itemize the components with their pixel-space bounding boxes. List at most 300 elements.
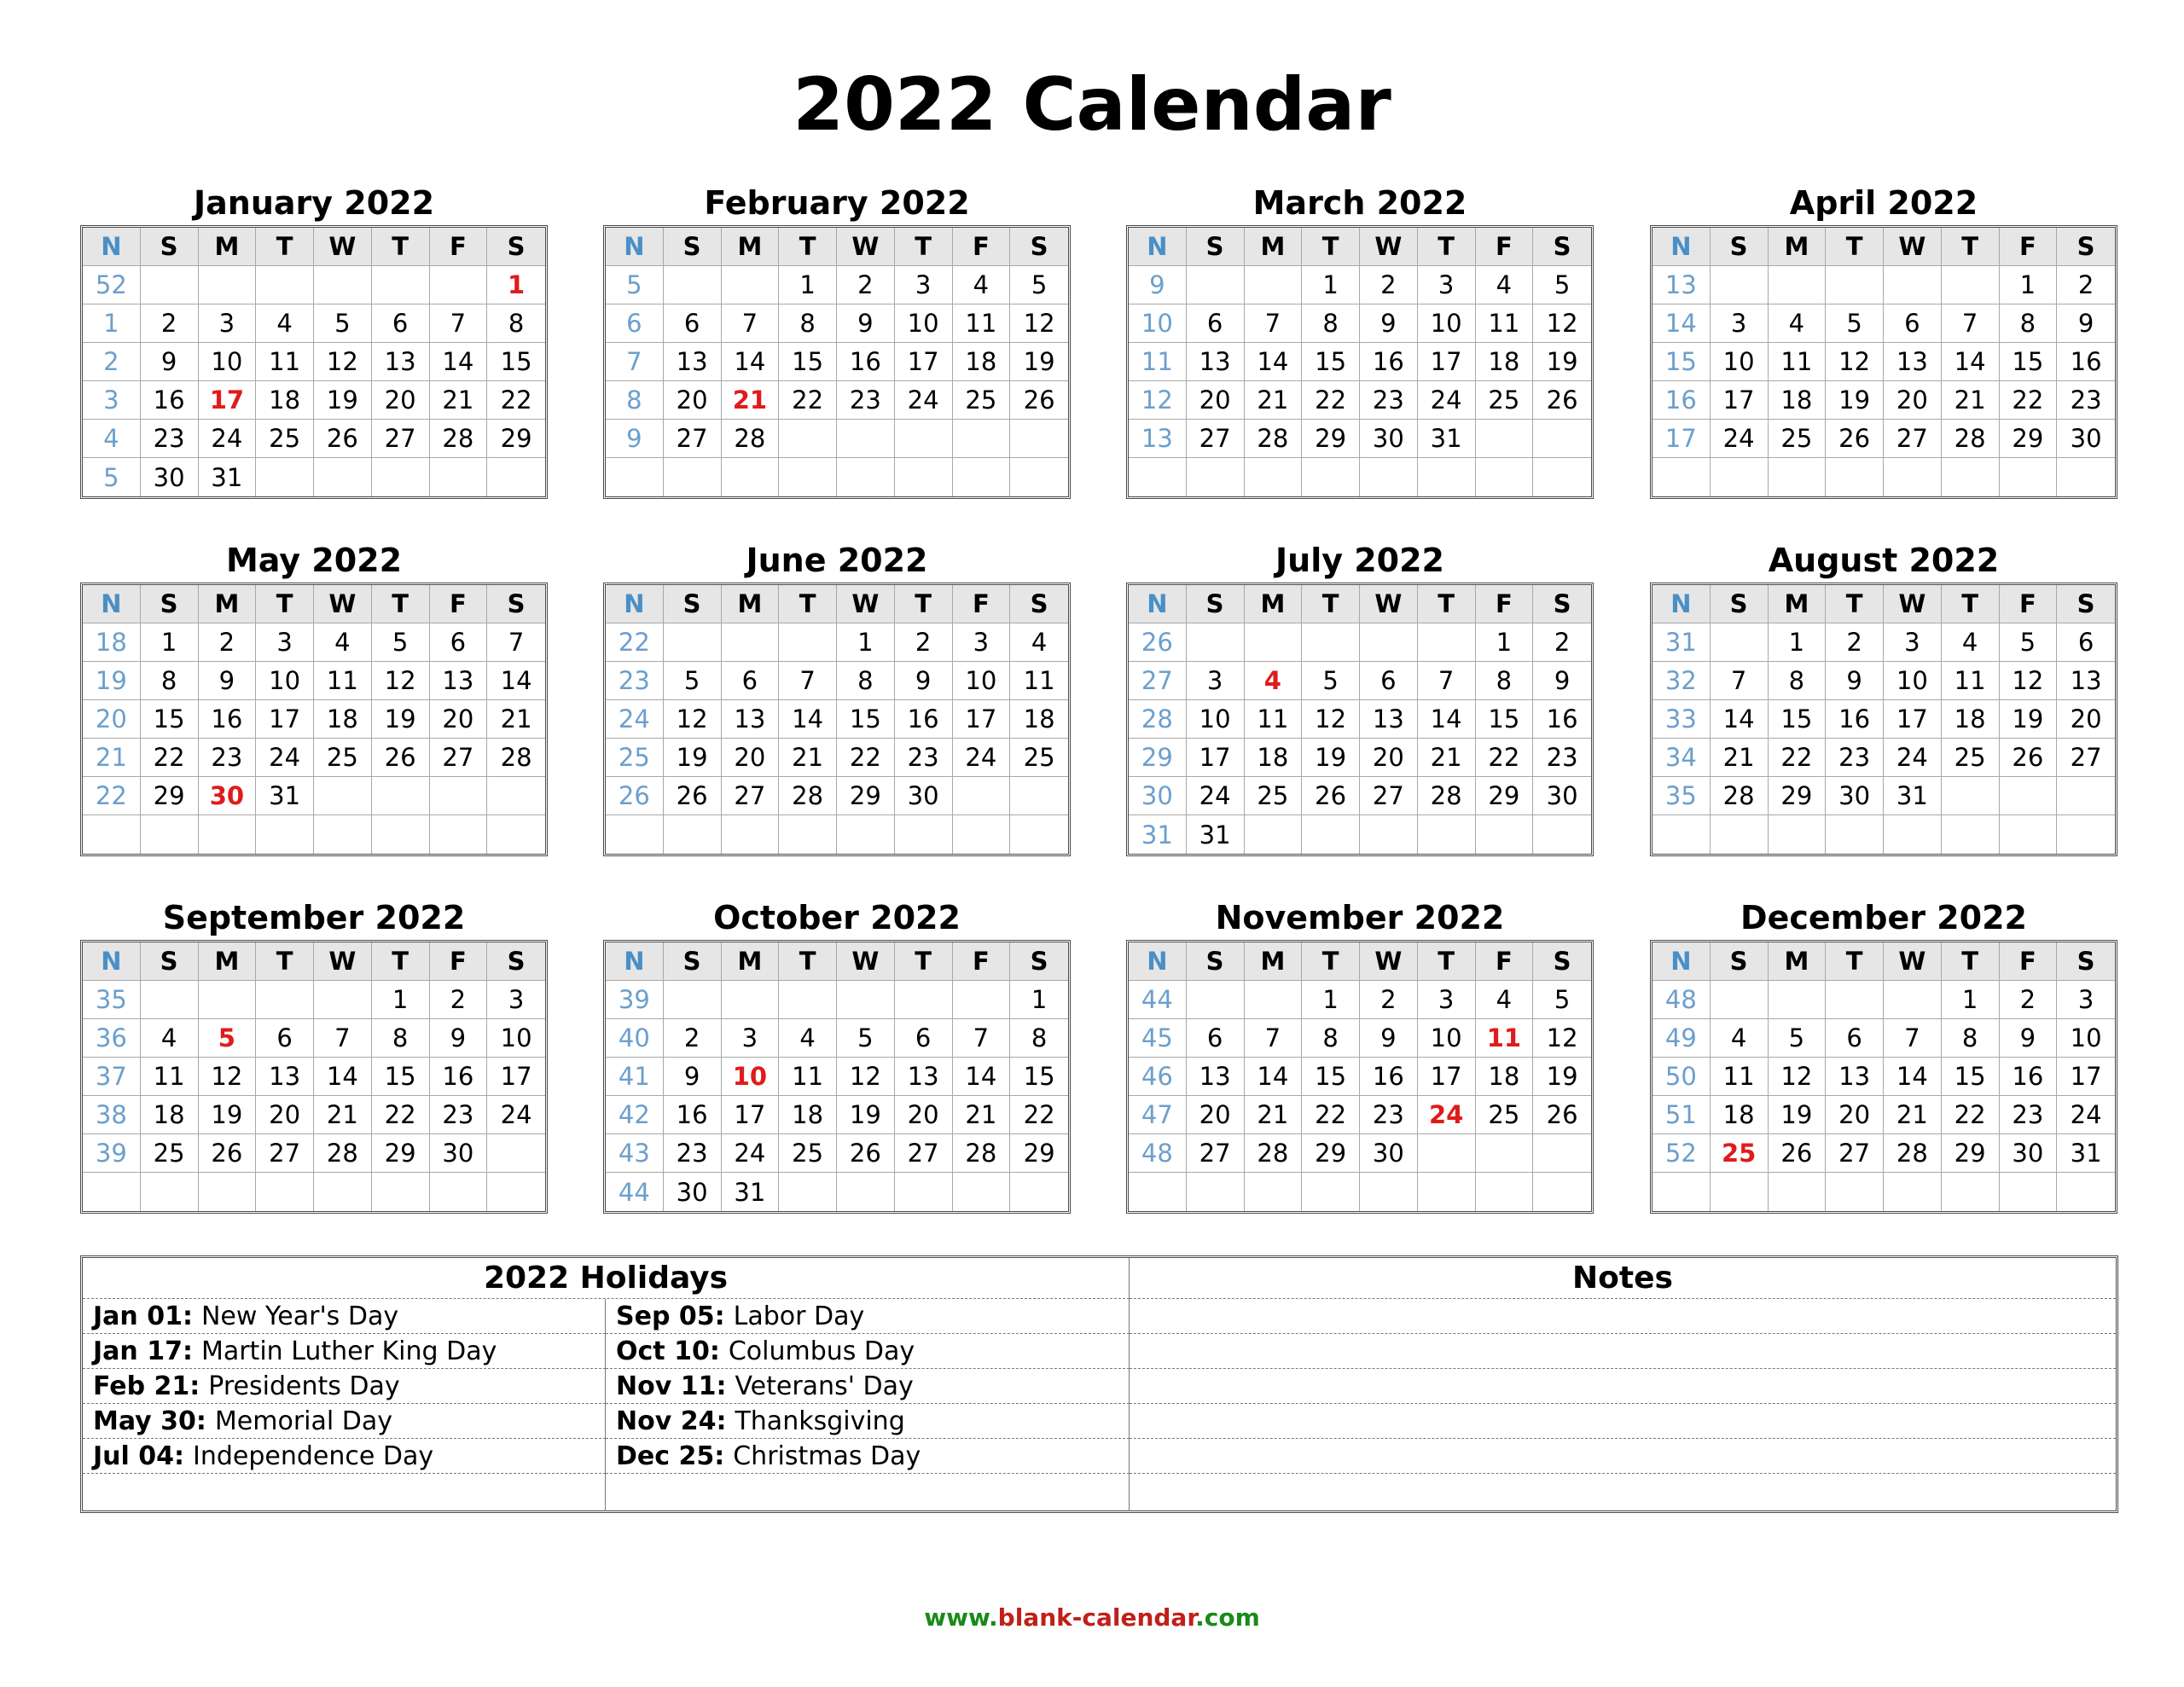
empty-day-cell — [895, 981, 953, 1019]
day-cell: 4 — [1010, 623, 1068, 662]
weekday-header: W — [1884, 228, 1942, 266]
weekday-header: F — [430, 942, 488, 981]
week-number: 20 — [83, 700, 141, 739]
weekday-header: S — [1010, 942, 1068, 981]
day-cell: 28 — [1245, 1134, 1303, 1173]
day-cell: 21 — [779, 739, 837, 777]
empty-day-cell — [1942, 777, 2000, 815]
day-cell: 8 — [837, 662, 895, 700]
day-cell: 20 — [664, 381, 722, 420]
weekday-header: S — [1711, 942, 1769, 981]
week-number: 45 — [1129, 1019, 1187, 1058]
day-cell: 1 — [487, 266, 545, 304]
empty-day-cell — [2000, 815, 2058, 854]
holiday-empty-row — [83, 1474, 606, 1511]
month-title: August 2022 — [1768, 542, 2000, 579]
week-number: 35 — [83, 981, 141, 1019]
day-cell: 24 — [256, 739, 314, 777]
weekday-header: W — [1884, 585, 1942, 623]
weekday-header: S — [2057, 228, 2115, 266]
holiday-name: Christmas Day — [733, 1441, 921, 1471]
empty-day-cell — [1476, 420, 1534, 458]
day-cell: 20 — [256, 1096, 314, 1134]
weekday-header: S — [141, 942, 199, 981]
weekday-header: M — [1769, 228, 1827, 266]
day-cell: 28 — [314, 1134, 372, 1173]
week-number-header: N — [606, 942, 664, 981]
notes-line[interactable] — [1130, 1299, 2116, 1334]
month-title: February 2022 — [704, 184, 970, 222]
empty-day-cell — [837, 1173, 895, 1211]
weekday-header: M — [199, 585, 257, 623]
day-cell: 6 — [895, 1019, 953, 1058]
week-number: 14 — [1653, 304, 1711, 343]
day-cell: 17 — [1418, 1058, 1476, 1096]
holiday-date: Dec 25: — [616, 1441, 725, 1471]
weekday-header: S — [141, 228, 199, 266]
day-cell: 8 — [1769, 662, 1827, 700]
week-number-header: N — [83, 585, 141, 623]
empty-day-cell — [1010, 815, 1068, 854]
day-cell: 27 — [1884, 420, 1942, 458]
empty-day-cell — [1302, 815, 1360, 854]
weekday-header: F — [2000, 585, 2058, 623]
day-cell: 25 — [1769, 420, 1827, 458]
empty-day-cell — [1360, 1173, 1418, 1211]
weekday-header: T — [1942, 585, 2000, 623]
weekday-header: S — [487, 585, 545, 623]
holidays-title: 2022 Holidays — [83, 1258, 1130, 1299]
empty-day-cell — [1533, 458, 1591, 496]
day-cell: 6 — [256, 1019, 314, 1058]
day-cell: 30 — [141, 458, 199, 496]
empty-day-cell — [487, 815, 545, 854]
day-cell: 29 — [1942, 1134, 2000, 1173]
empty-day-cell — [1418, 815, 1476, 854]
day-cell: 16 — [2057, 343, 2115, 381]
website-footer[interactable] — [0, 1603, 2184, 1632]
weekday-header: M — [722, 585, 780, 623]
day-cell: 10 — [199, 343, 257, 381]
empty-day-cell — [256, 981, 314, 1019]
day-cell: 15 — [1769, 700, 1827, 739]
weekday-header: W — [837, 942, 895, 981]
notes-line[interactable] — [1130, 1334, 2116, 1369]
empty-day-cell — [1711, 1173, 1769, 1211]
day-cell: 14 — [314, 1058, 372, 1096]
day-cell: 27 — [895, 1134, 953, 1173]
week-number: 39 — [83, 1134, 141, 1173]
weekday-header: T — [779, 228, 837, 266]
day-cell: 4 — [953, 266, 1011, 304]
day-cell: 8 — [141, 662, 199, 700]
holidays-notes-table — [80, 1255, 2118, 1513]
holiday-name: Martin Luther King Day — [200, 1336, 497, 1366]
empty-day-cell — [1769, 266, 1827, 304]
empty-day-cell — [779, 420, 837, 458]
day-cell: 11 — [141, 1058, 199, 1096]
day-cell: 28 — [1884, 1134, 1942, 1173]
weekday-header: M — [722, 228, 780, 266]
empty-day-cell — [314, 777, 372, 815]
week-number: 17 — [1653, 420, 1711, 458]
empty-day-cell — [2057, 1173, 2115, 1211]
day-cell: 1 — [1769, 623, 1827, 662]
empty-day-cell — [837, 981, 895, 1019]
day-cell: 14 — [953, 1058, 1011, 1096]
week-number: 9 — [1129, 266, 1187, 304]
holiday-date: May 30: — [93, 1406, 206, 1436]
day-cell: 16 — [664, 1096, 722, 1134]
footer-domain: blank-calendar — [997, 1603, 1196, 1632]
weekday-header: S — [141, 585, 199, 623]
week-number-header: N — [1129, 585, 1187, 623]
day-cell: 2 — [141, 304, 199, 343]
month-title: September 2022 — [162, 899, 466, 936]
month-title: October 2022 — [713, 899, 961, 936]
day-cell: 29 — [837, 777, 895, 815]
weekday-header: F — [1476, 228, 1534, 266]
day-cell: 13 — [372, 343, 430, 381]
day-cell: 1 — [837, 623, 895, 662]
day-cell: 23 — [664, 1134, 722, 1173]
day-cell: 9 — [664, 1058, 722, 1096]
weekday-header: M — [1245, 942, 1303, 981]
day-cell: 28 — [1711, 777, 1769, 815]
holiday-entry — [606, 1439, 1130, 1474]
empty-day-cell — [1418, 458, 1476, 496]
month-calendar — [603, 896, 1071, 1214]
day-cell: 26 — [372, 739, 430, 777]
empty-day-cell — [1769, 981, 1827, 1019]
day-cell: 16 — [430, 1058, 488, 1096]
weekday-header: W — [837, 228, 895, 266]
day-cell: 19 — [2000, 700, 2058, 739]
weekday-header: S — [664, 228, 722, 266]
day-cell: 9 — [837, 304, 895, 343]
day-cell: 7 — [487, 623, 545, 662]
week-number: 22 — [606, 623, 664, 662]
month-grid — [1126, 940, 1594, 1214]
weekday-header: M — [199, 942, 257, 981]
empty-day-cell — [1187, 623, 1245, 662]
day-cell: 15 — [141, 700, 199, 739]
day-cell: 2 — [1826, 623, 1884, 662]
day-cell: 14 — [1711, 700, 1769, 739]
weekday-header: M — [722, 942, 780, 981]
empty-day-cell — [1942, 1173, 2000, 1211]
empty-day-cell — [779, 981, 837, 1019]
day-cell: 21 — [1245, 1096, 1303, 1134]
day-cell: 19 — [1533, 343, 1591, 381]
day-cell: 5 — [1302, 662, 1360, 700]
weekday-header: S — [1533, 585, 1591, 623]
day-cell: 29 — [1010, 1134, 1068, 1173]
day-cell: 16 — [141, 381, 199, 420]
month-calendar — [80, 181, 548, 499]
weekday-header: T — [256, 228, 314, 266]
day-cell: 12 — [372, 662, 430, 700]
empty-day-cell — [1884, 981, 1942, 1019]
day-cell: 22 — [1476, 739, 1534, 777]
day-cell: 22 — [1302, 1096, 1360, 1134]
empty-day-cell — [372, 1173, 430, 1211]
day-cell: 24 — [722, 1134, 780, 1173]
day-cell: 2 — [1533, 623, 1591, 662]
holiday-entry — [606, 1404, 1130, 1439]
day-cell: 28 — [1942, 420, 2000, 458]
day-cell: 22 — [372, 1096, 430, 1134]
week-number: 24 — [606, 700, 664, 739]
empty-day-cell — [430, 458, 488, 496]
day-cell: 12 — [837, 1058, 895, 1096]
day-cell: 24 — [1418, 1096, 1476, 1134]
weekday-header: T — [1942, 228, 2000, 266]
day-cell: 4 — [256, 304, 314, 343]
day-cell: 30 — [1533, 777, 1591, 815]
empty-day-cell — [953, 981, 1011, 1019]
week-number: 6 — [606, 304, 664, 343]
empty-day-cell — [1476, 1173, 1534, 1211]
day-cell: 7 — [1245, 1019, 1303, 1058]
week-number: 43 — [606, 1134, 664, 1173]
day-cell: 21 — [487, 700, 545, 739]
day-cell: 2 — [199, 623, 257, 662]
weekday-header: T — [372, 942, 430, 981]
empty-day-cell — [430, 815, 488, 854]
day-cell: 24 — [2057, 1096, 2115, 1134]
day-cell: 11 — [256, 343, 314, 381]
day-cell: 7 — [953, 1019, 1011, 1058]
notes-line[interactable] — [1130, 1369, 2116, 1404]
day-cell: 3 — [487, 981, 545, 1019]
empty-day-cell — [1769, 458, 1827, 496]
day-cell: 3 — [2057, 981, 2115, 1019]
empty-day-cell — [1476, 1134, 1534, 1173]
weekday-header: S — [487, 228, 545, 266]
week-number — [1653, 458, 1711, 496]
day-cell: 1 — [1302, 981, 1360, 1019]
day-cell: 24 — [895, 381, 953, 420]
month-calendar — [603, 538, 1071, 856]
holiday-empty-row — [606, 1474, 1130, 1511]
day-cell: 19 — [1769, 1096, 1827, 1134]
day-cell: 10 — [722, 1058, 780, 1096]
day-cell: 25 — [1476, 381, 1534, 420]
day-cell: 17 — [256, 700, 314, 739]
empty-day-cell — [779, 623, 837, 662]
day-cell: 3 — [256, 623, 314, 662]
day-cell: 3 — [953, 623, 1011, 662]
day-cell: 13 — [1826, 1058, 1884, 1096]
empty-day-cell — [1884, 1173, 1942, 1211]
day-cell: 22 — [1302, 381, 1360, 420]
day-cell: 15 — [1302, 343, 1360, 381]
day-cell: 27 — [1360, 777, 1418, 815]
month-title: December 2022 — [1740, 899, 2027, 936]
month-title: June 2022 — [746, 542, 928, 579]
day-cell: 11 — [779, 1058, 837, 1096]
day-cell: 13 — [256, 1058, 314, 1096]
empty-day-cell — [1884, 266, 1942, 304]
empty-day-cell — [722, 266, 780, 304]
empty-day-cell — [487, 1134, 545, 1173]
day-cell: 17 — [722, 1096, 780, 1134]
holiday-name: Labor Day — [733, 1301, 865, 1331]
day-cell: 16 — [895, 700, 953, 739]
day-cell: 18 — [1245, 739, 1303, 777]
day-cell: 15 — [1302, 1058, 1360, 1096]
day-cell: 16 — [1826, 700, 1884, 739]
empty-day-cell — [1010, 458, 1068, 496]
empty-day-cell — [1245, 623, 1303, 662]
day-cell: 8 — [372, 1019, 430, 1058]
day-cell: 1 — [372, 981, 430, 1019]
weekday-header: M — [1245, 585, 1303, 623]
day-cell: 3 — [1884, 623, 1942, 662]
empty-day-cell — [487, 1173, 545, 1211]
holiday-date: Nov 11: — [616, 1371, 727, 1401]
day-cell: 19 — [314, 381, 372, 420]
day-cell: 30 — [2057, 420, 2115, 458]
day-cell: 9 — [430, 1019, 488, 1058]
day-cell: 17 — [1711, 381, 1769, 420]
day-cell: 23 — [1533, 739, 1591, 777]
day-cell: 6 — [1187, 304, 1245, 343]
week-number: 41 — [606, 1058, 664, 1096]
day-cell: 3 — [895, 266, 953, 304]
day-cell: 17 — [199, 381, 257, 420]
day-cell: 17 — [487, 1058, 545, 1096]
week-number-header: N — [606, 585, 664, 623]
day-cell: 8 — [1476, 662, 1534, 700]
weekday-header: T — [895, 942, 953, 981]
weekday-header: S — [1533, 942, 1591, 981]
day-cell: 19 — [1826, 381, 1884, 420]
day-cell: 23 — [2057, 381, 2115, 420]
day-cell: 7 — [1245, 304, 1303, 343]
holiday-date: Jul 04: — [93, 1441, 184, 1471]
week-number: 9 — [606, 420, 664, 458]
week-number: 22 — [83, 777, 141, 815]
day-cell: 21 — [1245, 381, 1303, 420]
empty-day-cell — [1245, 458, 1303, 496]
day-cell: 29 — [1476, 777, 1534, 815]
weekday-header: M — [1245, 228, 1303, 266]
day-cell: 28 — [953, 1134, 1011, 1173]
empty-day-cell — [2000, 1173, 2058, 1211]
day-cell: 3 — [1418, 981, 1476, 1019]
day-cell: 8 — [1942, 1019, 2000, 1058]
day-cell: 13 — [1360, 700, 1418, 739]
day-cell: 23 — [141, 420, 199, 458]
empty-day-cell — [664, 458, 722, 496]
day-cell: 27 — [664, 420, 722, 458]
day-cell: 30 — [1360, 420, 1418, 458]
day-cell: 22 — [1942, 1096, 2000, 1134]
day-cell: 24 — [953, 739, 1011, 777]
day-cell: 14 — [430, 343, 488, 381]
day-cell: 15 — [1476, 700, 1534, 739]
day-cell: 4 — [1245, 662, 1303, 700]
empty-day-cell — [2000, 458, 2058, 496]
day-cell: 29 — [1769, 777, 1827, 815]
empty-day-cell — [1826, 458, 1884, 496]
notes-line[interactable] — [1130, 1404, 2116, 1439]
day-cell: 8 — [487, 304, 545, 343]
day-cell: 1 — [1942, 981, 2000, 1019]
day-cell: 28 — [722, 420, 780, 458]
week-number: 46 — [1129, 1058, 1187, 1096]
week-number: 32 — [1653, 662, 1711, 700]
day-cell: 7 — [1711, 662, 1769, 700]
empty-day-cell — [1476, 458, 1534, 496]
day-cell: 20 — [1187, 1096, 1245, 1134]
day-cell: 18 — [256, 381, 314, 420]
day-cell: 8 — [1302, 304, 1360, 343]
day-cell: 26 — [664, 777, 722, 815]
day-cell: 27 — [256, 1134, 314, 1173]
day-cell: 10 — [953, 662, 1011, 700]
day-cell: 27 — [1826, 1134, 1884, 1173]
weekday-header: M — [1769, 585, 1827, 623]
week-number: 23 — [606, 662, 664, 700]
week-number: 16 — [1653, 381, 1711, 420]
week-number: 7 — [606, 343, 664, 381]
month-grid — [1126, 225, 1594, 499]
week-number: 28 — [1129, 700, 1187, 739]
week-number: 27 — [1129, 662, 1187, 700]
empty-day-cell — [1010, 1173, 1068, 1211]
week-number: 3 — [83, 381, 141, 420]
empty-day-cell — [430, 1173, 488, 1211]
day-cell: 11 — [1010, 662, 1068, 700]
empty-day-cell — [1533, 1173, 1591, 1211]
notes-line[interactable] — [1130, 1439, 2116, 1474]
notes-line[interactable] — [1130, 1474, 2116, 1511]
weekday-header: T — [1942, 942, 2000, 981]
week-number-header: N — [606, 228, 664, 266]
day-cell: 24 — [199, 420, 257, 458]
day-cell: 2 — [430, 981, 488, 1019]
day-cell: 28 — [779, 777, 837, 815]
empty-day-cell — [1187, 266, 1245, 304]
day-cell: 12 — [2000, 662, 2058, 700]
day-cell: 2 — [2000, 981, 2058, 1019]
empty-day-cell — [314, 266, 372, 304]
empty-day-cell — [1476, 815, 1534, 854]
week-number: 38 — [83, 1096, 141, 1134]
day-cell: 24 — [1711, 420, 1769, 458]
day-cell: 16 — [1533, 700, 1591, 739]
day-cell: 20 — [430, 700, 488, 739]
day-cell: 23 — [837, 381, 895, 420]
weekday-header: T — [779, 585, 837, 623]
week-number: 30 — [1129, 777, 1187, 815]
week-number: 10 — [1129, 304, 1187, 343]
empty-day-cell — [953, 777, 1011, 815]
weekday-header: F — [430, 228, 488, 266]
empty-day-cell — [372, 458, 430, 496]
day-cell: 25 — [1942, 739, 2000, 777]
day-cell: 21 — [1711, 739, 1769, 777]
day-cell: 3 — [722, 1019, 780, 1058]
weekday-header: T — [1418, 942, 1476, 981]
day-cell: 22 — [487, 381, 545, 420]
holiday-name: Veterans' Day — [735, 1371, 914, 1401]
weekday-header: T — [895, 585, 953, 623]
day-cell: 4 — [1476, 981, 1534, 1019]
